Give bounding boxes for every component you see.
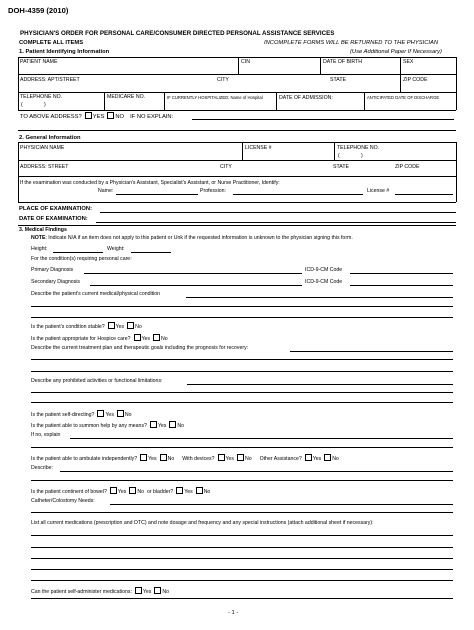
patient-state-field[interactable]: STATE bbox=[330, 77, 346, 83]
phone-paren-close: ) bbox=[44, 102, 46, 108]
primary-diagnosis-line[interactable] bbox=[84, 273, 302, 274]
physician-city-field[interactable]: CITY bbox=[220, 164, 232, 170]
weight-line[interactable] bbox=[131, 252, 171, 253]
ambulate-yes-checkbox[interactable] bbox=[140, 454, 147, 461]
no-label: No bbox=[160, 336, 168, 342]
self-admin-no-checkbox[interactable] bbox=[154, 587, 161, 594]
medications-line-2[interactable] bbox=[31, 547, 453, 548]
no-label: NO bbox=[115, 114, 125, 120]
physician-telephone-field[interactable]: TELEPHONE NO. bbox=[337, 145, 380, 151]
prohibited-line-3[interactable] bbox=[31, 402, 453, 403]
yes-label: YES bbox=[92, 114, 105, 120]
bladder-label: or bladder? bbox=[146, 489, 174, 495]
section1-heading: 1. Patient Identifying Information bbox=[19, 49, 110, 55]
medications-line-5[interactable] bbox=[31, 580, 453, 581]
incomplete-notice: INCOMPLETE FORMS WILL BE RETURNED TO THE PHYSICIAN bbox=[264, 40, 439, 46]
yes-label: Yes bbox=[184, 489, 193, 495]
place-of-exam-line[interactable] bbox=[100, 212, 456, 213]
self-admin-yes-checkbox[interactable] bbox=[135, 587, 142, 594]
form-title: PHYSICIAN'S ORDER FOR PERSONAL CARE/CONSUMER DIRECTED PERSONAL ASSISTANCE SERVICES bbox=[20, 30, 335, 37]
prohibited-line-2[interactable] bbox=[31, 392, 453, 393]
physician-zip-field[interactable]: ZIP CODE bbox=[395, 164, 420, 170]
treatment-line-1[interactable] bbox=[290, 351, 453, 352]
yes-label: Yes bbox=[225, 456, 235, 462]
prohibited-line-1[interactable] bbox=[187, 384, 453, 385]
self-administer-row bbox=[31, 587, 169, 595]
bowel-no-checkbox[interactable] bbox=[129, 487, 136, 494]
cin-field[interactable]: CIN bbox=[241, 59, 250, 65]
condition-stable-row bbox=[31, 322, 142, 330]
patient-city-field[interactable]: CITY bbox=[217, 77, 229, 83]
self-administer-label: Can the patient self-administer medications: bbox=[31, 589, 132, 595]
ambulate-label: Is the patient able to ambulate independently? bbox=[31, 456, 138, 462]
current-condition-line-2[interactable] bbox=[31, 306, 453, 307]
hospice-yes-checkbox[interactable] bbox=[134, 334, 141, 341]
complete-all-label: COMPLETE ALL ITEMS bbox=[19, 40, 84, 46]
summon-help-row bbox=[31, 421, 184, 429]
note-body: : Indicate N/A if an item does not apply to this patient or Unk if the requested information is unknown to the physician signing this form. bbox=[45, 235, 353, 241]
medications-line-4[interactable] bbox=[31, 569, 453, 570]
bladder-yes-checkbox[interactable] bbox=[176, 487, 183, 494]
secondary-diagnosis-label: Secondary Diagnosis bbox=[31, 279, 81, 285]
devices-label: With devices? bbox=[182, 456, 215, 462]
form-number: DOH-4359 (2010) bbox=[8, 6, 69, 15]
pa-identify-text: If the examination was conducted by a Physician's Assistant, Specialist's Assistant, or Nurse Practitioner, Identify: bbox=[20, 180, 280, 186]
to-above-yes-checkbox[interactable] bbox=[85, 112, 92, 119]
devices-yes-checkbox[interactable] bbox=[218, 454, 225, 461]
yes-label: Yes bbox=[115, 324, 125, 330]
patient-zip-field[interactable]: ZIP CODE bbox=[403, 77, 428, 83]
dob-field[interactable]: DATE OF BIRTH bbox=[323, 59, 363, 65]
date-of-exam-line[interactable] bbox=[96, 222, 456, 223]
self-directing-yes-checkbox[interactable] bbox=[97, 410, 104, 417]
summon-help-label: Is the patient able to summon help by any means? bbox=[31, 423, 147, 429]
pa-profession-line[interactable] bbox=[233, 194, 363, 195]
secondary-diagnosis-line[interactable] bbox=[90, 285, 302, 286]
summon-explain-line-2[interactable] bbox=[31, 447, 453, 448]
devices-no-checkbox[interactable] bbox=[237, 454, 244, 461]
treatment-line-2[interactable] bbox=[31, 359, 453, 360]
catheter-line-2[interactable] bbox=[31, 512, 453, 513]
height-label: Height: bbox=[31, 246, 48, 252]
current-condition-line-1[interactable] bbox=[186, 297, 453, 298]
no-label: No bbox=[162, 589, 170, 595]
icd-code-2-label: ICD-9-CM Code bbox=[305, 279, 343, 285]
other-assist-yes-checkbox[interactable] bbox=[305, 454, 312, 461]
catheter-line-1[interactable] bbox=[110, 504, 453, 505]
no-label: No bbox=[124, 412, 132, 418]
note-label: NOTE bbox=[31, 235, 46, 241]
sex-field[interactable]: SEX bbox=[403, 59, 414, 65]
discharge-date-field[interactable]: ANTICIPATED DATE OF DISCHARGE bbox=[367, 95, 440, 100]
medications-line-3[interactable] bbox=[31, 558, 453, 559]
physician-address-field[interactable]: ADDRESS: STREET bbox=[20, 164, 69, 170]
page-number: - 1 - bbox=[228, 610, 239, 616]
medications-line-1[interactable] bbox=[31, 535, 453, 536]
pa-name-label: Name: bbox=[98, 188, 114, 194]
icd-code-1-label: ICD-9-CM Code bbox=[305, 267, 343, 273]
ambulate-row bbox=[31, 454, 339, 462]
hospice-no-checkbox[interactable] bbox=[153, 334, 160, 341]
note-text bbox=[31, 235, 353, 241]
to-above-address bbox=[20, 112, 173, 121]
license-field[interactable]: LICENSE # bbox=[245, 145, 272, 151]
stable-no-checkbox[interactable] bbox=[127, 322, 134, 329]
other-assistance-label: Other Assistance? bbox=[259, 456, 302, 462]
treatment-plan-label: Describe the current treatment plan and therapeutic goals including the prognosis for recovery: bbox=[31, 345, 249, 351]
additional-paper-note: (Use Additional Paper If Necessary) bbox=[350, 49, 442, 55]
describe-current-label: Describe the patient's current medical/physical condition bbox=[31, 291, 161, 297]
if-no-explain-label: IF NO EXPLAIN: bbox=[130, 114, 174, 120]
condition-stable-label: Is the patient's condition stable? bbox=[31, 324, 105, 330]
patient-name-field[interactable]: PATIENT NAME bbox=[20, 59, 58, 65]
medicare-field[interactable]: MEDICARE NO. bbox=[107, 94, 146, 100]
section3-heading: 3. Medical Findings bbox=[19, 227, 67, 233]
no-label: No bbox=[203, 489, 211, 495]
to-above-label: TO ABOVE ADDRESS? bbox=[20, 114, 82, 120]
no-label: No bbox=[167, 456, 175, 462]
yes-label: Yes bbox=[157, 423, 167, 429]
primary-diagnosis-label: Primary Diagnosis bbox=[31, 267, 74, 273]
bowel-yes-checkbox[interactable] bbox=[110, 487, 117, 494]
describe-label: Describe: bbox=[31, 465, 53, 471]
conditions-label: For the condition(s) requiring personal care: bbox=[31, 256, 132, 262]
stable-yes-checkbox[interactable] bbox=[108, 322, 115, 329]
yes-label: Yes bbox=[312, 456, 322, 462]
self-administer-line[interactable] bbox=[31, 598, 453, 599]
continence-row bbox=[31, 487, 210, 495]
hospital-name-field[interactable]: IF CURRENTLY HOSPITALIZED: Name of Hospital bbox=[167, 95, 263, 100]
admission-date-field[interactable]: DATE OF ADMISSION: bbox=[279, 95, 333, 101]
hospice-row bbox=[31, 334, 168, 342]
yes-label: Yes bbox=[117, 489, 127, 495]
physician-name-field[interactable]: PHYSICIAN NAME bbox=[20, 145, 65, 151]
self-directing-row bbox=[31, 410, 132, 418]
yes-label: Yes bbox=[105, 412, 114, 418]
date-of-exam-label: DATE OF EXAMINATION: bbox=[19, 216, 88, 222]
height-line[interactable] bbox=[53, 252, 103, 253]
prohibited-activities-label: Describe any prohibited activities or functional limitations: bbox=[31, 378, 163, 384]
summon-explain-line-1[interactable] bbox=[70, 438, 453, 439]
yes-label: Yes bbox=[141, 336, 150, 342]
no-label: No bbox=[177, 423, 185, 429]
pa-license-line[interactable] bbox=[395, 194, 453, 195]
patient-telephone-field[interactable]: TELEPHONE NO. bbox=[20, 94, 63, 100]
yes-label: Yes bbox=[148, 456, 157, 462]
self-directing-label: Is the patient self-directing? bbox=[31, 412, 95, 418]
ambulate-no-checkbox[interactable] bbox=[160, 454, 167, 461]
describe-line-2[interactable] bbox=[31, 480, 453, 481]
weight-label: Weight: bbox=[107, 246, 125, 252]
icd-code-1-line[interactable] bbox=[350, 273, 453, 274]
section2-heading: 2. General Information bbox=[19, 135, 81, 141]
bladder-no-checkbox[interactable] bbox=[196, 487, 203, 494]
phone-paren-close-2: ) bbox=[361, 153, 363, 159]
if-no-explain-line[interactable] bbox=[192, 119, 454, 120]
summon-no-checkbox[interactable] bbox=[169, 421, 176, 428]
pa-profession-label: Profession: bbox=[200, 188, 226, 194]
physician-state-field[interactable]: STATE bbox=[333, 164, 349, 170]
place-of-exam-label: PLACE OF EXAMINATION: bbox=[19, 206, 92, 212]
other-assist-no-checkbox[interactable] bbox=[324, 454, 331, 461]
to-above-no-checkbox[interactable] bbox=[107, 112, 114, 119]
hospice-label: Is the patient appropriate for Hospice care? bbox=[31, 336, 131, 342]
summon-yes-checkbox[interactable] bbox=[150, 421, 157, 428]
patient-address-field[interactable]: ADDRESS: APT/STREET bbox=[20, 77, 80, 83]
phone-paren-open-2: ( bbox=[338, 153, 340, 159]
no-label: No bbox=[135, 324, 142, 330]
icd-code-2-line[interactable] bbox=[350, 285, 453, 286]
treatment-line-3[interactable] bbox=[31, 371, 453, 372]
phone-paren-open: ( bbox=[21, 102, 23, 108]
pa-license-label: License # bbox=[367, 188, 390, 194]
medications-label: List all current medications (prescription and OTC) and note dosage and frequency and any special instructions (attach additional sheet if necessary): bbox=[31, 520, 374, 526]
pa-name-line[interactable] bbox=[116, 194, 198, 195]
no-label: No bbox=[332, 456, 339, 462]
catheter-needs-label: Catheter/Colostomy Needs: bbox=[31, 498, 95, 504]
if-no-explain-label-2: If no, explain bbox=[31, 432, 61, 438]
describe-line-1[interactable] bbox=[60, 471, 453, 472]
current-condition-line-3[interactable] bbox=[31, 317, 453, 318]
no-label: No bbox=[137, 489, 144, 495]
no-label: No bbox=[245, 456, 252, 462]
bowel-label: Is the patient continent of bowel? bbox=[31, 489, 107, 495]
yes-label: Yes bbox=[142, 589, 152, 595]
self-directing-no-checkbox[interactable] bbox=[117, 410, 124, 417]
